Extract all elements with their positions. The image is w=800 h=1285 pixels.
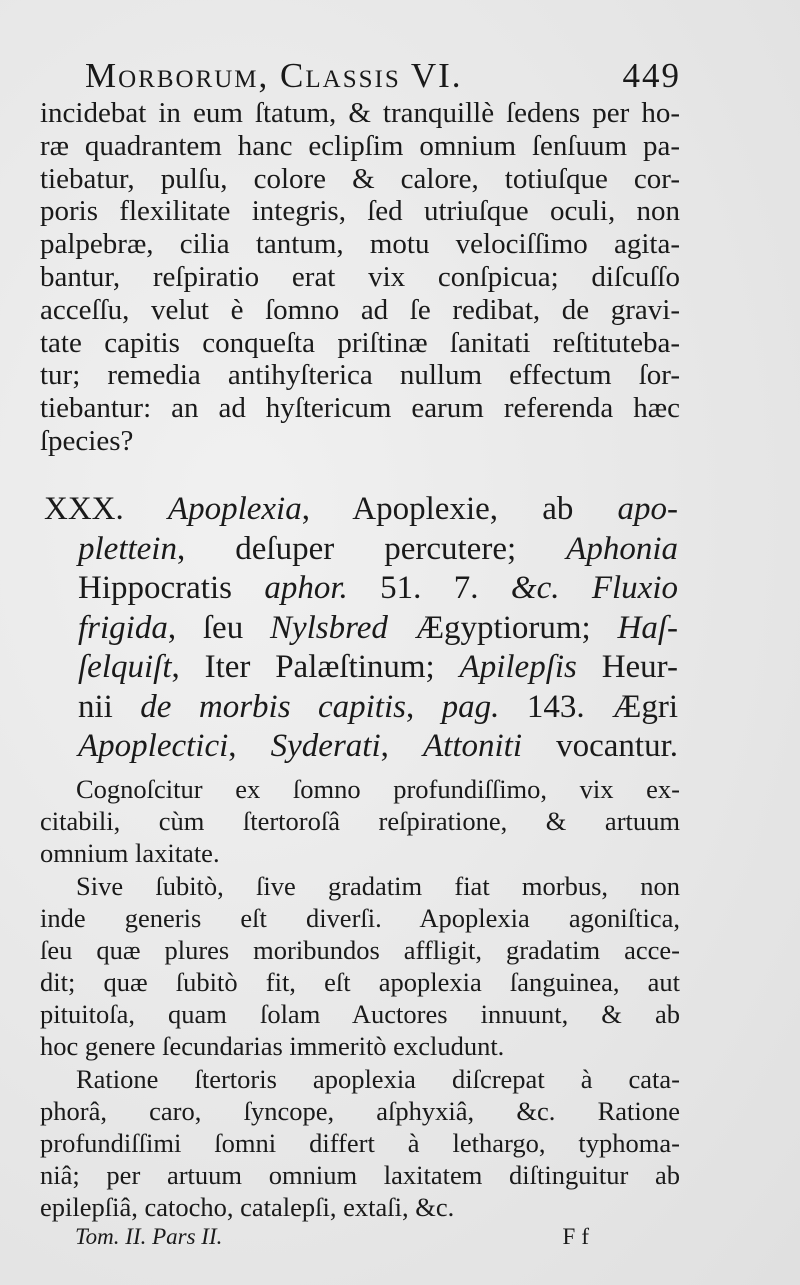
- entry-italic: aphor.: [264, 570, 348, 606]
- entry-term: Apoplexia: [167, 491, 302, 527]
- entry-text: , Iter Palæſtinum;: [171, 649, 435, 685]
- entry-italic: de morbis capitis: [140, 688, 406, 725]
- text-line: inde generis eſt diverſi. Apoplexia agoniſtica,: [40, 903, 680, 933]
- text-line: bantur, reſpiratio erat vix conſpicua; diſcuſſo: [40, 260, 680, 293]
- entry-line: [44, 688, 678, 728]
- entry-italic: Syderati: [270, 728, 381, 764]
- entry-italic: Fluxio: [591, 570, 678, 606]
- entry-line: [44, 648, 678, 688]
- entry-line: [44, 569, 678, 609]
- entry-line: [44, 727, 678, 767]
- text-line: dit; quæ ſubitò fit, eſt apoplexia ſanguinea, aut: [40, 967, 680, 997]
- entry-text: 51. 7.: [380, 570, 479, 606]
- text-line: Cognoſcitur ex ſomno profundiſſimo, vix ex-: [76, 774, 680, 804]
- text-line: citabili, cùm ſtertoroſâ reſpiratione, & artuum: [40, 806, 680, 836]
- entry-text: 143. Ægri: [526, 688, 678, 725]
- entry-italic: frigida: [78, 609, 168, 646]
- text-line: niâ; per artuum omnium laxitatem diſtinguitur ab: [40, 1160, 680, 1190]
- entry-italic: Apilepſis: [459, 649, 577, 685]
- text-line: Ratione ſtertoris apoplexia diſcrepat à cata-: [76, 1064, 680, 1094]
- apoplexia-entry: [44, 490, 678, 767]
- text-line: incidebat in eum ſtatum, & tranquillè ſedens per ho-: [40, 97, 680, 129]
- entry-italic: Haſ-: [617, 609, 678, 646]
- entry-italic: apo-: [617, 491, 678, 527]
- text-line: ræ quadrantem hanc eclipſim omnium ſenſuum pa-: [40, 129, 680, 162]
- text-line: ſeu quæ plures moribundos affligit, gradatim acce-: [40, 935, 680, 965]
- page-footer: [75, 1222, 595, 1252]
- entry-text: ,: [228, 728, 237, 764]
- entry-line: [44, 609, 678, 649]
- entry-text: Ægyptiorum;: [414, 609, 591, 646]
- entry-text: , ſeu: [167, 609, 244, 646]
- text-line: profundiſſimi ſomni differt à lethargo, typhoma-: [40, 1128, 680, 1158]
- entry-text: nii: [78, 688, 113, 725]
- entry-italic: Nylsbred: [269, 609, 388, 646]
- text-line: omnium laxitate.: [40, 838, 220, 868]
- entry-text: , Apoplexie, ab: [301, 491, 574, 527]
- volume-note: Tom. II. Pars II.: [75, 1224, 223, 1249]
- entry-italic: ſelquiſt: [78, 649, 172, 685]
- entry-italic: plettein: [78, 530, 177, 567]
- page-number: 449: [622, 56, 681, 95]
- page-header: [85, 52, 685, 100]
- entry-line: [44, 530, 678, 570]
- text-line: tiebatur, pulſu, colore & calore, totiuſque cor-: [40, 162, 680, 195]
- text-line: palpebræ, cilia tantum, motu velociſſimo agita-: [40, 228, 680, 261]
- paragraph-differentiation: [40, 1063, 680, 1223]
- entry-italic: Aphonia: [566, 530, 678, 567]
- entry-italic: Apoplectici: [78, 728, 229, 764]
- entry-text: Heur-: [601, 649, 678, 685]
- paragraph-kinds: [40, 870, 680, 1062]
- paragraph-diagnosis: [40, 773, 680, 869]
- entry-number: XXX.: [44, 491, 124, 527]
- text-line: acceſſu, velut è ſomno ad ſe redibat, de gravi-: [40, 293, 680, 326]
- entry-text: Hippocratis: [78, 570, 232, 606]
- text-line: hoc genere ſecundarias immeritò excludunt.: [40, 1031, 505, 1061]
- entry-line: [44, 490, 678, 530]
- text-line: tiebantur: an ad hyſtericum earum referenda hæc: [40, 392, 680, 425]
- signature-mark: Ff: [562, 1224, 595, 1249]
- text-line: tate capitis conqueſta priſtinæ ſanitati reſtituteba-: [40, 326, 680, 359]
- entry-text: ,: [380, 728, 389, 764]
- entry-italic: &c.: [510, 570, 560, 606]
- text-line: Sive ſubitò, ſive gradatim fiat morbus, non: [76, 871, 680, 901]
- entry-text: ,: [405, 688, 415, 725]
- text-line: pituitoſa, quam ſolam Auctores innuunt, & ab: [40, 999, 680, 1029]
- entry-italic: Attoniti: [423, 728, 523, 764]
- entry-text: vocantur.: [556, 728, 678, 764]
- text-line: ſpecies?: [40, 424, 134, 457]
- entry-text: , deſuper percutere;: [176, 530, 517, 567]
- running-title: Morborum, Classis VI.: [85, 56, 463, 95]
- text-line: epilepſiâ, catocho, catalepſi, extaſi, &c.: [40, 1192, 455, 1222]
- paragraph-continuation: [40, 97, 680, 458]
- text-line: phorâ, caro, ſyncope, aſphyxiâ, &c. Ratione: [40, 1096, 680, 1126]
- entry-italic: pag.: [441, 688, 500, 725]
- text-line: tur; remedia antihyſterica nullum effectum ſor-: [40, 359, 680, 392]
- text-line: poris flexilitate integris, ſed utriuſque oculi, non: [40, 195, 680, 228]
